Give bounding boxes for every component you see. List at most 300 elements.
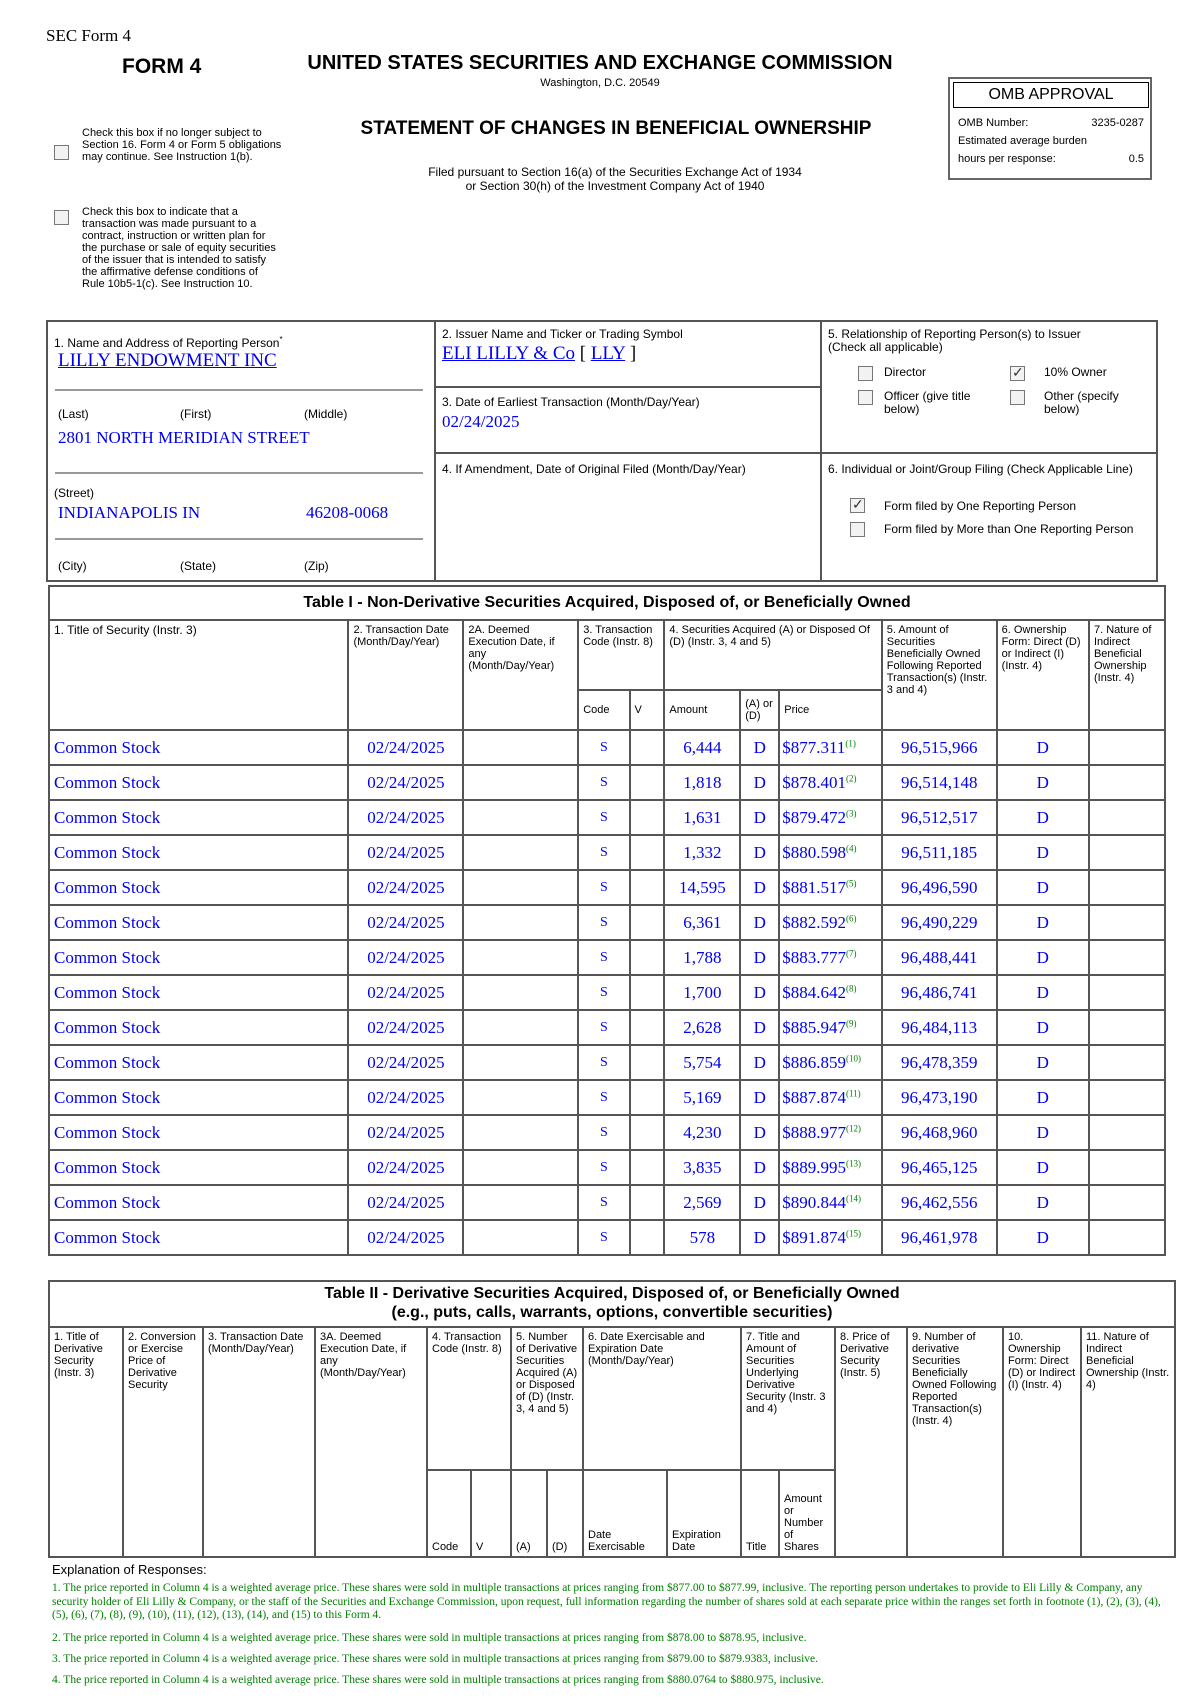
amount: 1,818 xyxy=(664,765,740,800)
security-title-link[interactable]: Common Stock xyxy=(49,765,348,800)
ownership-form: D xyxy=(997,1115,1089,1150)
table1-title: Table I - Non-Derivative Securities Acquired, Disposed of, or Beneficially Owned xyxy=(49,586,1165,620)
rule-10b5-label: Check this box to indicate that a transaction was made pursuant to a contract, instruction or written plan for the purchase or sale of equity securities of the issuer that is intended to satisfy the affirmative defense conditions of Rule 10b5-1(c). See Instruction 10. xyxy=(82,206,276,290)
ownership-form: D xyxy=(997,870,1089,905)
price: $878.401 xyxy=(782,772,846,792)
security-title-link[interactable]: Common Stock xyxy=(49,1115,348,1150)
t2-header-conversion: 2. Conversion or Exercise Price of Derivative Security xyxy=(123,1327,203,1557)
street-label: (Street) xyxy=(54,486,95,500)
transaction-date: 02/24/2025 xyxy=(348,730,463,765)
form-title: STATEMENT OF CHANGES IN BENEFICIAL OWNERSHIP xyxy=(360,118,872,139)
other-label: Other (specify below) xyxy=(1044,389,1119,416)
table-row xyxy=(49,1150,1165,1185)
transaction-code: S xyxy=(578,870,629,905)
box6-label: 6. Individual or Joint/Group Filing (Check Applicable Line) xyxy=(828,462,1133,476)
table-row xyxy=(49,765,1165,800)
officer-label: Officer (give title below) xyxy=(884,389,971,416)
t1-header-title: 1. Title of Security (Instr. 3) xyxy=(49,620,348,730)
security-title-link[interactable]: Common Stock xyxy=(49,800,348,835)
owned-following: 96,496,590 xyxy=(882,870,997,905)
price-cell xyxy=(779,905,882,940)
transaction-date: 02/24/2025 xyxy=(348,870,463,905)
nature-indirect xyxy=(1089,835,1165,870)
table-row xyxy=(49,940,1165,975)
amount: 6,361 xyxy=(664,905,740,940)
deemed-date xyxy=(463,975,578,1010)
middle-label: (Middle) xyxy=(304,407,348,421)
amount: 1,631 xyxy=(664,800,740,835)
owned-following: 96,478,359 xyxy=(882,1045,997,1080)
nature-indirect xyxy=(1089,1150,1165,1185)
filed-line-2: or Section 30(h) of the Investment Company Act of 1940 xyxy=(465,179,765,193)
t2-header-exercisable: 6. Date Exercisable and Expiration Date (Month/Day/Year) xyxy=(583,1327,741,1470)
owned-following: 96,461,978 xyxy=(882,1220,997,1255)
nature-indirect xyxy=(1089,1185,1165,1220)
t1-sub-ad: (A) or (D) xyxy=(740,690,779,730)
price: $883.777 xyxy=(782,947,846,967)
footnote-4: 4. The price reported in Column 4 is a weighted average price. These shares were sold in multiple transactions at prices ranging from $880.0764 to $880.975, inclusive. xyxy=(52,1674,824,1686)
box5-sublabel: (Check all applicable) xyxy=(828,340,943,354)
non-derivative-table xyxy=(48,585,1166,1256)
owned-following: 96,486,741 xyxy=(882,975,997,1010)
amount: 1,332 xyxy=(664,835,740,870)
acquired-disposed: D xyxy=(740,835,779,870)
price: $881.517 xyxy=(782,877,846,897)
v-cell xyxy=(630,1150,665,1185)
owned-following: 96,488,441 xyxy=(882,940,997,975)
transaction-date: 02/24/2025 xyxy=(348,1010,463,1045)
issuer-name-link[interactable]: ELI LILLY & Co xyxy=(442,343,575,364)
owned-following: 96,512,517 xyxy=(882,800,997,835)
table-row xyxy=(49,870,1165,905)
omb-title: OMB APPROVAL xyxy=(953,82,1149,108)
price: $888.977 xyxy=(782,1122,846,1142)
acquired-disposed: D xyxy=(740,1080,779,1115)
t1-rows xyxy=(49,730,1165,1255)
nature-indirect xyxy=(1089,1115,1165,1150)
price-cell xyxy=(779,870,882,905)
v-cell xyxy=(630,870,665,905)
t1-header-form: 6. Ownership Form: Direct (D) or Indirect (I) (Instr. 4) xyxy=(997,620,1089,730)
price-cell xyxy=(779,1150,882,1185)
nature-indirect xyxy=(1089,1080,1165,1115)
t2-sub-a: (A) xyxy=(511,1470,547,1557)
transaction-code: S xyxy=(578,1010,629,1045)
ten-percent-owner-label: 10% Owner xyxy=(1044,365,1107,379)
price-footnote-ref: (12) xyxy=(845,1122,861,1133)
table-row xyxy=(49,1010,1165,1045)
t2-header-owned: 9. Number of derivative Securities Beneficially Owned Following Reported Transaction(s) (Instr. 4) xyxy=(907,1327,1003,1557)
t2-sub-v: V xyxy=(471,1470,511,1557)
v-cell xyxy=(630,905,665,940)
nature-indirect xyxy=(1089,940,1165,975)
price-footnote-ref: (7) xyxy=(845,947,857,958)
t1-header-code: 3. Transaction Code (Instr. 8) xyxy=(578,620,664,690)
owned-following: 96,514,148 xyxy=(882,765,997,800)
footnote-1: 1. The price reported in Column 4 is a weighted average price. These shares were sold in multiple transactions at prices ranging from $877.00 to $877.99, inclusive. The reporting person undertakes to provide to Eli Lilly & Company, any security holder of Eli Lilly & Company, or the staff of the Securities and Exchange Commission, upon request, full information regarding the number of shares sold at each separate price within the ranges set forth in footnote (1), (2), (3), (4), (5), (6), (7), (8), (9), (10), (11), (12), (13), (14), and (15) to this Form 4. xyxy=(52,1582,1161,1621)
price-footnote-ref: (10) xyxy=(845,1052,861,1063)
one-reporting-person-checkbox[interactable] xyxy=(850,498,865,513)
acquired-disposed: D xyxy=(740,1115,779,1150)
acquired-disposed: D xyxy=(740,1150,779,1185)
table-row xyxy=(49,835,1165,870)
spacer xyxy=(46,583,1158,584)
ownership-form: D xyxy=(997,975,1089,1010)
separator xyxy=(55,389,423,391)
acquired-disposed: D xyxy=(740,800,779,835)
price-footnote-ref: (2) xyxy=(845,772,857,783)
transaction-date: 02/24/2025 xyxy=(348,800,463,835)
deemed-date xyxy=(463,1010,578,1045)
reporting-person-name-link[interactable]: LILLY ENDOWMENT INC xyxy=(58,350,277,371)
security-title-link[interactable]: Common Stock xyxy=(49,1150,348,1185)
amount: 4,230 xyxy=(664,1115,740,1150)
t2-header-title: 1. Title of Derivative Security (Instr. 3) xyxy=(49,1327,123,1557)
amount: 1,788 xyxy=(664,940,740,975)
transaction-code: S xyxy=(578,1080,629,1115)
price: $889.995 xyxy=(782,1157,846,1177)
price: $885.947 xyxy=(782,1017,846,1037)
price-footnote-ref: (11) xyxy=(845,1087,861,1098)
t1-header-deemed: 2A. Deemed Execution Date, if any (Month/Day/Year) xyxy=(463,620,578,730)
ten-percent-owner-checkbox[interactable] xyxy=(1010,366,1025,381)
t1-sub-price: Price xyxy=(779,690,882,730)
ticker-bracket-close: ] xyxy=(629,343,637,364)
price-cell xyxy=(779,730,882,765)
deemed-date xyxy=(463,800,578,835)
acquired-disposed: D xyxy=(740,870,779,905)
price-cell xyxy=(779,940,882,975)
amount: 5,754 xyxy=(664,1045,740,1080)
transaction-code: S xyxy=(578,905,629,940)
price-cell xyxy=(779,975,882,1010)
form-label: FORM 4 xyxy=(122,55,202,78)
t2-header-nature: 11. Nature of Indirect Beneficial Ownership (Instr. 4) xyxy=(1081,1327,1175,1557)
agency-city: Washington, D.C. 20549 xyxy=(540,77,660,89)
price-footnote-ref: (13) xyxy=(845,1157,861,1168)
table2-title xyxy=(49,1281,1175,1327)
nature-indirect xyxy=(1089,870,1165,905)
zip-label: (Zip) xyxy=(304,559,329,573)
divider xyxy=(434,320,436,582)
amount: 6,444 xyxy=(664,730,740,765)
omb-hours-value: 0.5 xyxy=(1128,153,1144,165)
ownership-form: D xyxy=(997,835,1089,870)
deemed-date xyxy=(463,940,578,975)
last-label: (Last) xyxy=(58,407,89,421)
ticker-bracket-open: [ xyxy=(579,343,587,364)
price: $880.598 xyxy=(782,842,846,862)
price: $891.874 xyxy=(782,1227,846,1247)
divider xyxy=(434,386,822,388)
security-title-link[interactable]: Common Stock xyxy=(49,1220,348,1255)
transaction-date: 02/24/2025 xyxy=(348,1220,463,1255)
t2-sub-expiration: Expiration Date xyxy=(667,1470,741,1557)
transaction-code: S xyxy=(578,1185,629,1220)
transaction-date: 02/24/2025 xyxy=(348,1080,463,1115)
price-cell xyxy=(779,1045,882,1080)
ownership-form: D xyxy=(997,1220,1089,1255)
t2-header-deemed: 3A. Deemed Execution Date, if any (Month/Day/Year) xyxy=(315,1327,427,1557)
deemed-date xyxy=(463,1115,578,1150)
security-title-link[interactable]: Common Stock xyxy=(49,730,348,765)
divider xyxy=(820,320,822,582)
box2-label: 2. Issuer Name and Ticker or Trading Symbol xyxy=(442,327,683,341)
table-row xyxy=(49,905,1165,940)
security-title-link[interactable]: Common Stock xyxy=(49,1080,348,1115)
nature-indirect xyxy=(1089,975,1165,1010)
price-cell xyxy=(779,800,882,835)
amount: 14,595 xyxy=(664,870,740,905)
v-cell xyxy=(630,730,665,765)
zip-value: 46208-0068 xyxy=(306,503,389,522)
ownership-form: D xyxy=(997,1185,1089,1220)
table-row xyxy=(49,1185,1165,1220)
derivative-table xyxy=(48,1280,1176,1558)
t1-header-date: 2. Transaction Date (Month/Day/Year) xyxy=(348,620,463,730)
deemed-date xyxy=(463,730,578,765)
no-longer-subject-checkbox[interactable] xyxy=(54,145,69,160)
ticker-link[interactable]: LLY xyxy=(590,343,626,364)
acquired-disposed: D xyxy=(740,975,779,1010)
t1-header-owned: 5. Amount of Securities Beneficially Owned Following Reported Transaction(s) (Instr. 3 and 4) xyxy=(882,620,997,730)
state-label: (State) xyxy=(180,559,217,573)
v-cell xyxy=(630,1080,665,1115)
price-footnote-ref: (3) xyxy=(845,807,857,818)
more-reporting-persons-label: Form filed by More than One Reporting Person xyxy=(884,522,1134,536)
deemed-date xyxy=(463,835,578,870)
t2-sub-date-exercisable: Date Exercisable xyxy=(583,1470,667,1557)
omb-burden-label: Estimated average burden xyxy=(958,135,1088,147)
footnote-3: 3. The price reported in Column 4 is a weighted average price. These shares were sold in multiple transactions at prices ranging from $879.00 to $879.9383, inclusive. xyxy=(52,1653,819,1665)
v-cell xyxy=(630,800,665,835)
price-footnote-ref: (6) xyxy=(845,912,857,923)
v-cell xyxy=(630,975,665,1010)
separator xyxy=(55,472,423,474)
street-address: 2801 NORTH MERIDIAN STREET xyxy=(58,428,310,447)
footnote-2: 2. The price reported in Column 4 is a weighted average price. These shares were sold in multiple transactions at prices ranging from $878.00 to $878.95, inclusive. xyxy=(52,1632,807,1644)
director-label: Director xyxy=(884,365,927,379)
owned-following: 96,515,966 xyxy=(882,730,997,765)
transaction-code: S xyxy=(578,1150,629,1185)
price: $879.472 xyxy=(782,807,846,827)
v-cell xyxy=(630,835,665,870)
omb-approval-box xyxy=(948,77,1152,180)
price-footnote-ref: (1) xyxy=(845,737,856,748)
transaction-date: 02/24/2025 xyxy=(348,1115,463,1150)
v-cell xyxy=(630,1220,665,1255)
deemed-date xyxy=(463,1080,578,1115)
ownership-form: D xyxy=(997,730,1089,765)
owned-following: 96,511,185 xyxy=(882,835,997,870)
city-state-value: INDIANAPOLIS IN xyxy=(58,503,201,522)
nature-indirect xyxy=(1089,1045,1165,1080)
t2-header-price: 8. Price of Derivative Security (Instr. 5) xyxy=(835,1327,907,1557)
officer-checkbox[interactable] xyxy=(858,390,873,405)
box4-label: 4. If Amendment, Date of Original Filed (Month/Day/Year) xyxy=(442,462,746,476)
deemed-date xyxy=(463,870,578,905)
v-cell xyxy=(630,765,665,800)
ownership-form: D xyxy=(997,765,1089,800)
nature-indirect xyxy=(1089,1010,1165,1045)
transaction-code: S xyxy=(578,1115,629,1150)
price: $887.874 xyxy=(782,1087,846,1107)
ownership-form: D xyxy=(997,800,1089,835)
amount: 578 xyxy=(664,1220,740,1255)
price-cell xyxy=(779,1010,882,1045)
director-checkbox[interactable] xyxy=(858,366,873,381)
price-footnote-ref: (14) xyxy=(845,1192,861,1203)
price-footnote-ref: (9) xyxy=(845,1017,857,1028)
acquired-disposed: D xyxy=(740,1010,779,1045)
table-row xyxy=(49,730,1165,765)
deemed-date xyxy=(463,1045,578,1080)
separator xyxy=(55,538,423,540)
t1-sub-code: Code xyxy=(578,690,629,730)
security-title-link[interactable]: Common Stock xyxy=(49,905,348,940)
first-label: (First) xyxy=(180,407,212,421)
security-title-link[interactable]: Common Stock xyxy=(49,940,348,975)
agency-title: UNITED STATES SECURITIES AND EXCHANGE COMMISSION xyxy=(307,52,893,74)
nature-indirect xyxy=(1089,905,1165,940)
price: $877.311 xyxy=(782,737,846,757)
deemed-date xyxy=(463,1150,578,1185)
v-cell xyxy=(630,1045,665,1080)
ownership-form: D xyxy=(997,905,1089,940)
ownership-form: D xyxy=(997,1150,1089,1185)
price-footnote-ref: (4) xyxy=(845,842,857,853)
t2-sub-amount-shares: Amount or Number of Shares xyxy=(779,1470,835,1557)
issuer-line xyxy=(442,343,636,365)
price-cell xyxy=(779,765,882,800)
t2-sub-title: Title xyxy=(741,1470,779,1557)
filed-pursuant xyxy=(330,165,900,193)
security-title-link[interactable]: Common Stock xyxy=(49,1045,348,1080)
table-row xyxy=(49,975,1165,1010)
transaction-code: S xyxy=(578,800,629,835)
owned-following: 96,465,125 xyxy=(882,1150,997,1185)
deemed-date xyxy=(463,905,578,940)
amount: 1,700 xyxy=(664,975,740,1010)
transaction-date: 02/24/2025 xyxy=(348,940,463,975)
t2-sub-code: Code xyxy=(427,1470,471,1557)
amount: 5,169 xyxy=(664,1080,740,1115)
earliest-transaction-date: 02/24/2025 xyxy=(442,412,520,431)
owned-following: 96,473,190 xyxy=(882,1080,997,1115)
transaction-date: 02/24/2025 xyxy=(348,905,463,940)
nature-indirect xyxy=(1089,765,1165,800)
owned-following: 96,484,113 xyxy=(882,1010,997,1045)
transaction-code: S xyxy=(578,1045,629,1080)
transaction-date: 02/24/2025 xyxy=(348,1045,463,1080)
owned-following: 96,462,556 xyxy=(882,1185,997,1220)
table-row xyxy=(49,1115,1165,1150)
price: $886.859 xyxy=(782,1052,846,1072)
ownership-form: D xyxy=(997,940,1089,975)
other-checkbox[interactable] xyxy=(1010,390,1025,405)
rule-10b5-checkbox[interactable] xyxy=(54,210,69,225)
divider xyxy=(820,452,1158,454)
transaction-date: 02/24/2025 xyxy=(348,975,463,1010)
transaction-date: 02/24/2025 xyxy=(348,1185,463,1220)
security-title-link[interactable]: Common Stock xyxy=(49,975,348,1010)
t2-header-code: 4. Transaction Code (Instr. 8) xyxy=(427,1327,511,1470)
t2-sub-d: (D) xyxy=(547,1470,583,1557)
v-cell xyxy=(630,940,665,975)
t1-header-nature: 7. Nature of Indirect Beneficial Ownership (Instr. 4) xyxy=(1089,620,1165,730)
security-title-link[interactable]: Common Stock xyxy=(49,870,348,905)
price-cell xyxy=(779,835,882,870)
more-reporting-persons-checkbox[interactable] xyxy=(850,522,865,537)
transaction-code: S xyxy=(578,835,629,870)
sec-form-label: SEC Form 4 xyxy=(46,26,132,45)
acquired-disposed: D xyxy=(740,1185,779,1220)
table2-title-line1: Table II - Derivative Securities Acquired, Disposed of, or Beneficially Owned xyxy=(324,1285,900,1302)
price: $882.592 xyxy=(782,912,846,932)
v-cell xyxy=(630,1010,665,1045)
transaction-code: S xyxy=(578,1220,629,1255)
price: $884.642 xyxy=(782,982,846,1002)
ownership-form: D xyxy=(997,1080,1089,1115)
t1-sub-amount: Amount xyxy=(664,690,740,730)
transaction-code: S xyxy=(578,765,629,800)
nature-indirect xyxy=(1089,1220,1165,1255)
t2-header-underlying: 7. Title and Amount of Securities Underlying Derivative Security (Instr. 3 and 4) xyxy=(741,1327,835,1470)
deemed-date xyxy=(463,765,578,800)
ownership-form: D xyxy=(997,1010,1089,1045)
nature-indirect xyxy=(1089,800,1165,835)
deemed-date xyxy=(463,1185,578,1220)
no-longer-subject-label: Check this box if no longer subject to Section 16. Form 4 or Form 5 obligations may continue. See Instruction 1(b). xyxy=(82,127,282,163)
omb-number-value: 3235-0287 xyxy=(1091,117,1144,129)
omb-number-label: OMB Number: xyxy=(958,117,1029,129)
security-title-link[interactable]: Common Stock xyxy=(49,1185,348,1220)
city-label: (City) xyxy=(58,559,87,573)
t1-header-securities: 4. Securities Acquired (A) or Disposed Of (D) (Instr. 3, 4 and 5) xyxy=(664,620,881,690)
acquired-disposed: D xyxy=(740,905,779,940)
transaction-code: S xyxy=(578,975,629,1010)
table-row xyxy=(49,800,1165,835)
box5-title: 5. Relationship of Reporting Person(s) to Issuer xyxy=(828,327,1081,341)
table-row xyxy=(49,1080,1165,1115)
security-title-link[interactable]: Common Stock xyxy=(49,1010,348,1045)
acquired-disposed: D xyxy=(740,730,779,765)
table2-title-line2: (e.g., puts, calls, warrants, options, convertible securities) xyxy=(391,1304,833,1321)
t2-header-number: 5. Number of Derivative Securities Acquired (A) or Disposed of (D) (Instr. 3, 4 and 5) xyxy=(511,1327,583,1470)
transaction-date: 02/24/2025 xyxy=(348,1150,463,1185)
price-footnote-ref: (5) xyxy=(845,877,857,888)
transaction-date: 02/24/2025 xyxy=(348,835,463,870)
transaction-code: S xyxy=(578,730,629,765)
transaction-code: S xyxy=(578,940,629,975)
price-footnote-ref: (15) xyxy=(845,1227,861,1238)
acquired-disposed: D xyxy=(740,940,779,975)
t2-header-date: 3. Transaction Date (Month/Day/Year) xyxy=(203,1327,315,1557)
price-cell xyxy=(779,1115,882,1150)
box1-label: 1. Name and Address of Reporting Person* xyxy=(54,335,283,350)
divider xyxy=(434,452,822,454)
deemed-date xyxy=(463,1220,578,1255)
security-title-link[interactable]: Common Stock xyxy=(49,835,348,870)
nature-indirect xyxy=(1089,730,1165,765)
amount: 2,628 xyxy=(664,1010,740,1045)
t2-header-form: 10. Ownership Form: Direct (D) or Indirect (I) (Instr. 4) xyxy=(1003,1327,1081,1557)
transaction-date: 02/24/2025 xyxy=(348,765,463,800)
box3-label: 3. Date of Earliest Transaction (Month/Day/Year) xyxy=(442,395,700,409)
ownership-form: D xyxy=(997,1045,1089,1080)
price-cell xyxy=(779,1185,882,1220)
price: $890.844 xyxy=(782,1192,846,1212)
